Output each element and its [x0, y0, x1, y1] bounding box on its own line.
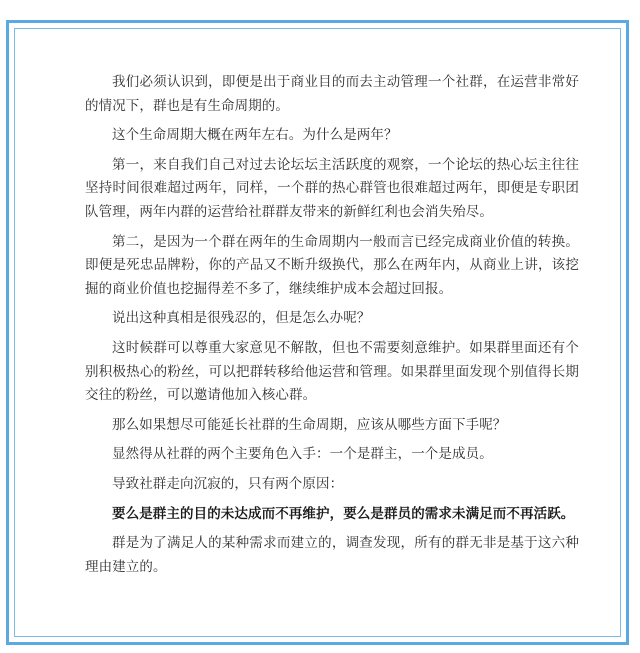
paragraph-7: 那么如果想尽可能延长社群的生命周期，应该从哪些方面下手呢？: [112, 416, 507, 433]
paragraph-10-emphasis: 要么是群主的目的未达成而不再维护，要么是群员的需求未满足而不再活跃。: [112, 505, 575, 522]
paragraph-8: 显然得从社群的两个主要角色入手：一个是群主，一个是成员。: [112, 446, 493, 463]
paragraph-4: 第二，是因为一个群在两年的生命周期内一般而言已经完成商业价值的转换。即便是死忠品牌粉，你的产品又不断升级换代，那么在两年内，从商业上讲，该挖掘的商业价值也挖掘得差不多了，继续维护成本会超过回报。: [85, 233, 579, 297]
paragraph-5: 说出这种真相是很残忍的，但是怎么办呢？: [112, 310, 371, 327]
paragraph-3: 第一，来自我们自己对过去论坛坛主活跃度的观察，一个论坛的热心坛主往往坚持时间很难超过两年，同样，一个群的热心群管也很难超过两年，即便是专职团队管理，两年内群的运营给社群群友带来的新鲜红利也会消失殆尽。: [85, 156, 579, 220]
paragraph-1: 我们必须认识到，即便是出于商业目的而去主动管理一个社群，在运营非常好的情况下，群也是有生命周期的。: [85, 74, 579, 114]
paragraph-6: 这时候群可以尊重大家意见不解散，但也不需要刻意维护。如果群里面还有个别积极热心的粉丝，可以把群转移给他运营和管理。如果群里面发现个别值得长期交往的粉丝，可以邀请他加入核心群。: [85, 339, 579, 404]
paragraph-9: 导致社群走向沉寂的，只有两个原因：: [112, 475, 344, 492]
paragraph-2: 这个生命周期大概在两年左右。为什么是两年？: [112, 127, 398, 144]
paragraph-11: 群是为了满足人的某种需求而建立的，调查发现，所有的群无非是基于这六种理由建立的。: [85, 535, 579, 575]
article-body: [85, 71, 579, 585]
